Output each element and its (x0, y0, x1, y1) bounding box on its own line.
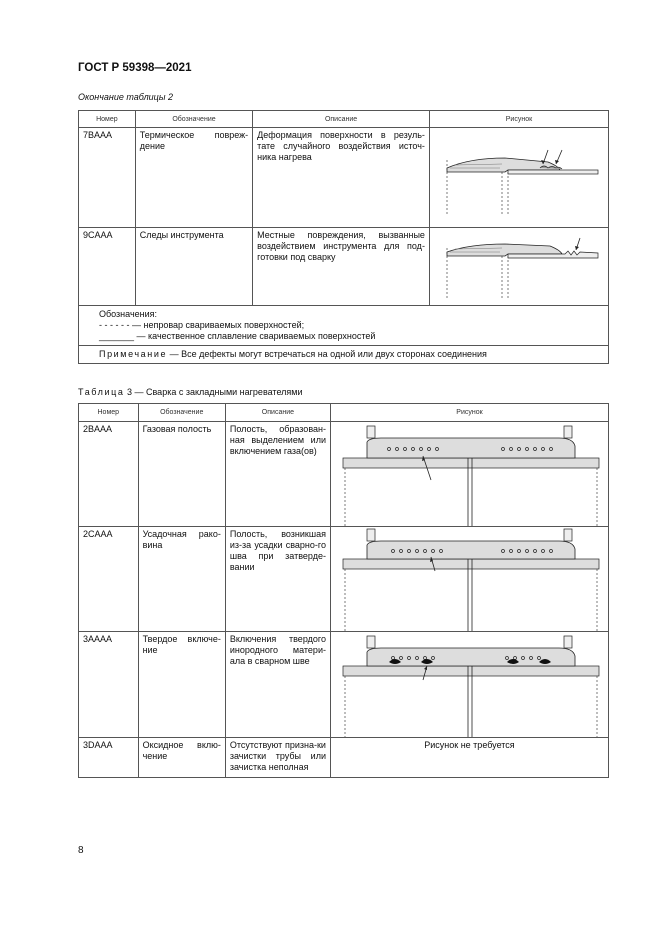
row-designation: Газовая полость (138, 422, 225, 527)
table3-header-row (79, 404, 609, 422)
legend-item-unfused: - - - - - - — непровар свариваемых поверхностей; (99, 320, 305, 330)
legend-title: Обозначения: (99, 309, 158, 319)
table-row (79, 527, 609, 632)
tool-marks-figure (430, 228, 608, 305)
row-description: Полость, образован-ная выделением или включением газа(ов) (225, 422, 330, 527)
table2-header-row (79, 111, 609, 128)
legend-item-fused: _______ — качественное сплавление свариваемых поверхностей (99, 331, 376, 341)
table-row (79, 632, 609, 738)
row-figure (330, 422, 608, 527)
row-number: 2BAAA (79, 422, 139, 527)
table3 (78, 403, 609, 778)
col-header-figure: Рисунок (330, 404, 608, 422)
table-row (79, 128, 609, 228)
table3-caption-text: 3 — Сварка с закладными нагревателями (124, 387, 303, 397)
note-text: — Все дефекты могут встречаться на одной или двух сторонах соединения (167, 349, 487, 359)
table2-note-row (79, 346, 609, 364)
table2-caption: Окончание таблицы 2 (78, 92, 173, 102)
row-designation: Усадочная рако-вина (138, 527, 225, 632)
row-number: 2CAAA (79, 527, 139, 632)
row-number: 3AAAA (79, 632, 139, 738)
table3-caption-label: Таблица (78, 387, 125, 397)
note-cell (79, 346, 609, 364)
row-number: 3DAAA (79, 738, 139, 778)
table3-caption (78, 387, 303, 397)
solid-inclusion-figure (331, 632, 608, 737)
legend-cell (79, 306, 609, 346)
table2-legend-row (79, 306, 609, 346)
col-header-description: Описание (225, 404, 330, 422)
col-header-number: Номер (79, 111, 136, 128)
table-row (79, 422, 609, 527)
col-header-designation: Обозначение (138, 404, 225, 422)
table-row (79, 738, 609, 778)
shrinkage-cavity-figure (331, 527, 608, 631)
row-description: Полость, возникшая из-за усадки сварно-го шва при затверде-вании (225, 527, 330, 632)
row-figure (330, 632, 608, 738)
row-figure (330, 527, 608, 632)
thermal-damage-figure (430, 128, 608, 227)
document-title: ГОСТ Р 59398—2021 (78, 62, 192, 74)
row-figure (429, 228, 608, 306)
row-designation: Следы инструмента (135, 228, 252, 306)
col-header-number: Номер (79, 404, 139, 422)
row-designation: Твердое включе-ние (138, 632, 225, 738)
row-designation: Оксидное вклю-чение (138, 738, 225, 778)
row-number: 9CAAA (79, 228, 136, 306)
col-header-designation: Обозначение (135, 111, 252, 128)
col-header-figure: Рисунок (429, 111, 608, 128)
row-description: Деформация поверхности в резуль-тате случайного воздействия источ-ника нагрева (253, 128, 430, 228)
note-label: Примечание (99, 349, 168, 359)
table-row (79, 228, 609, 306)
row-description: Местные повреждения, вызванные воздействием инструмента для под-готовки под сварку (253, 228, 430, 306)
col-header-description: Описание (253, 111, 430, 128)
row-figure (429, 128, 608, 228)
row-description: Отсутствуют призна-ки зачистки трубы или зачистка неполная (225, 738, 330, 778)
row-number: 7BAAA (79, 128, 136, 228)
gas-pore-figure (331, 422, 608, 526)
table2 (78, 110, 609, 364)
row-designation: Термическое повреж-дение (135, 128, 252, 228)
page-number: 8 (78, 845, 84, 856)
row-description: Включения твердого инородного матери-ала в сварном шве (225, 632, 330, 738)
row-figure-text: Рисунок не требуется (330, 738, 608, 778)
